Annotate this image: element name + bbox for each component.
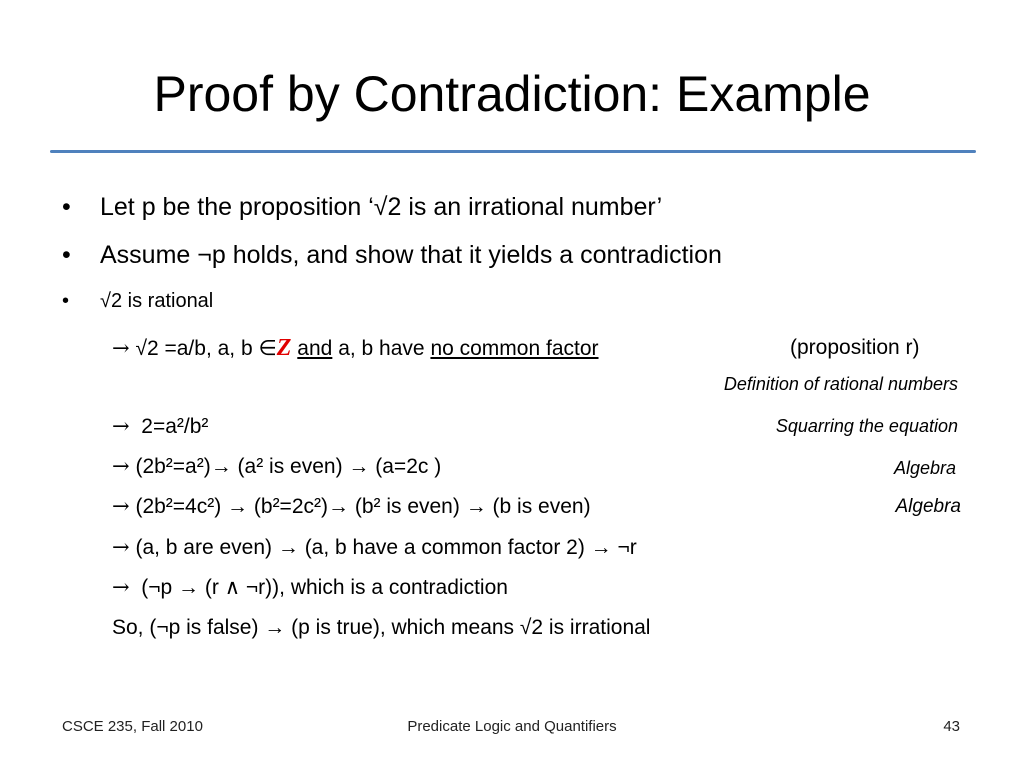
bullet-dot-icon: •: [62, 193, 71, 221]
bullet-text: Let p be the proposition ‘√2 is an irrational number’: [100, 193, 663, 221]
note-algebra: Algebra: [895, 496, 961, 517]
bullet-dot-icon: •: [62, 241, 71, 269]
proof-step-4: [112, 492, 591, 521]
step-text: √2 =a/b, a, b ∈: [135, 337, 277, 360]
step-text-and: and: [297, 337, 333, 360]
integer-set-symbol: Z: [276, 335, 292, 361]
bullet-dot-icon: •: [62, 290, 70, 312]
note-definition: Definition of rational numbers: [723, 374, 958, 394]
step-text: (a, b are even) → (a, b have a common factor 2) → ¬r: [135, 536, 637, 559]
bullet-text: √2 is rational: [100, 290, 214, 312]
proposition-label: (proposition r): [790, 336, 920, 359]
step-text: 2=a²/b²: [141, 415, 209, 438]
slide-number: 43: [943, 718, 960, 735]
implies-arrow: →: [112, 494, 130, 518]
proof-step-6: [112, 573, 508, 602]
proof-step-3: [112, 452, 441, 481]
step-text: (2b²=4c²) → (b²=2c²)→ (b² is even) → (b is even): [135, 495, 591, 518]
proof-step-5: [112, 533, 637, 562]
title-divider: [50, 150, 976, 153]
step-text: (2b²=a²)→ (a² is even) → (a=2c ): [135, 455, 442, 478]
step-text-no-common-factor: no common factor: [430, 337, 599, 360]
slide-title: Proof by Contradiction: Example: [153, 66, 871, 122]
proof-step-2: [112, 412, 208, 441]
bullet-item: [62, 191, 662, 223]
bullet-text: Assume ¬p holds, and show that it yields a contradiction: [100, 241, 722, 269]
step-text: a, b have: [338, 337, 425, 360]
implies-arrow: →: [112, 454, 130, 478]
proof-step-1: [112, 334, 599, 363]
implies-arrow: →: [112, 336, 130, 360]
note-squaring: Squarring the equation: [775, 416, 958, 436]
implies-arrow: →: [112, 535, 130, 559]
proof-conclusion: So, (¬p is false) → (p is true), which means √2 is irrational: [112, 616, 651, 639]
implies-arrow: →: [112, 414, 130, 438]
footer-topic: Predicate Logic and Quantifiers: [407, 718, 617, 735]
bullet-item: [62, 288, 213, 314]
implies-arrow: →: [112, 575, 130, 599]
note-algebra: Algebra: [893, 458, 956, 478]
bullet-item: [62, 239, 722, 271]
step-text: (¬p → (r ∧ ¬r)), which is a contradiction: [141, 576, 508, 599]
footer-course: CSCE 235, Fall 2010: [62, 718, 203, 735]
